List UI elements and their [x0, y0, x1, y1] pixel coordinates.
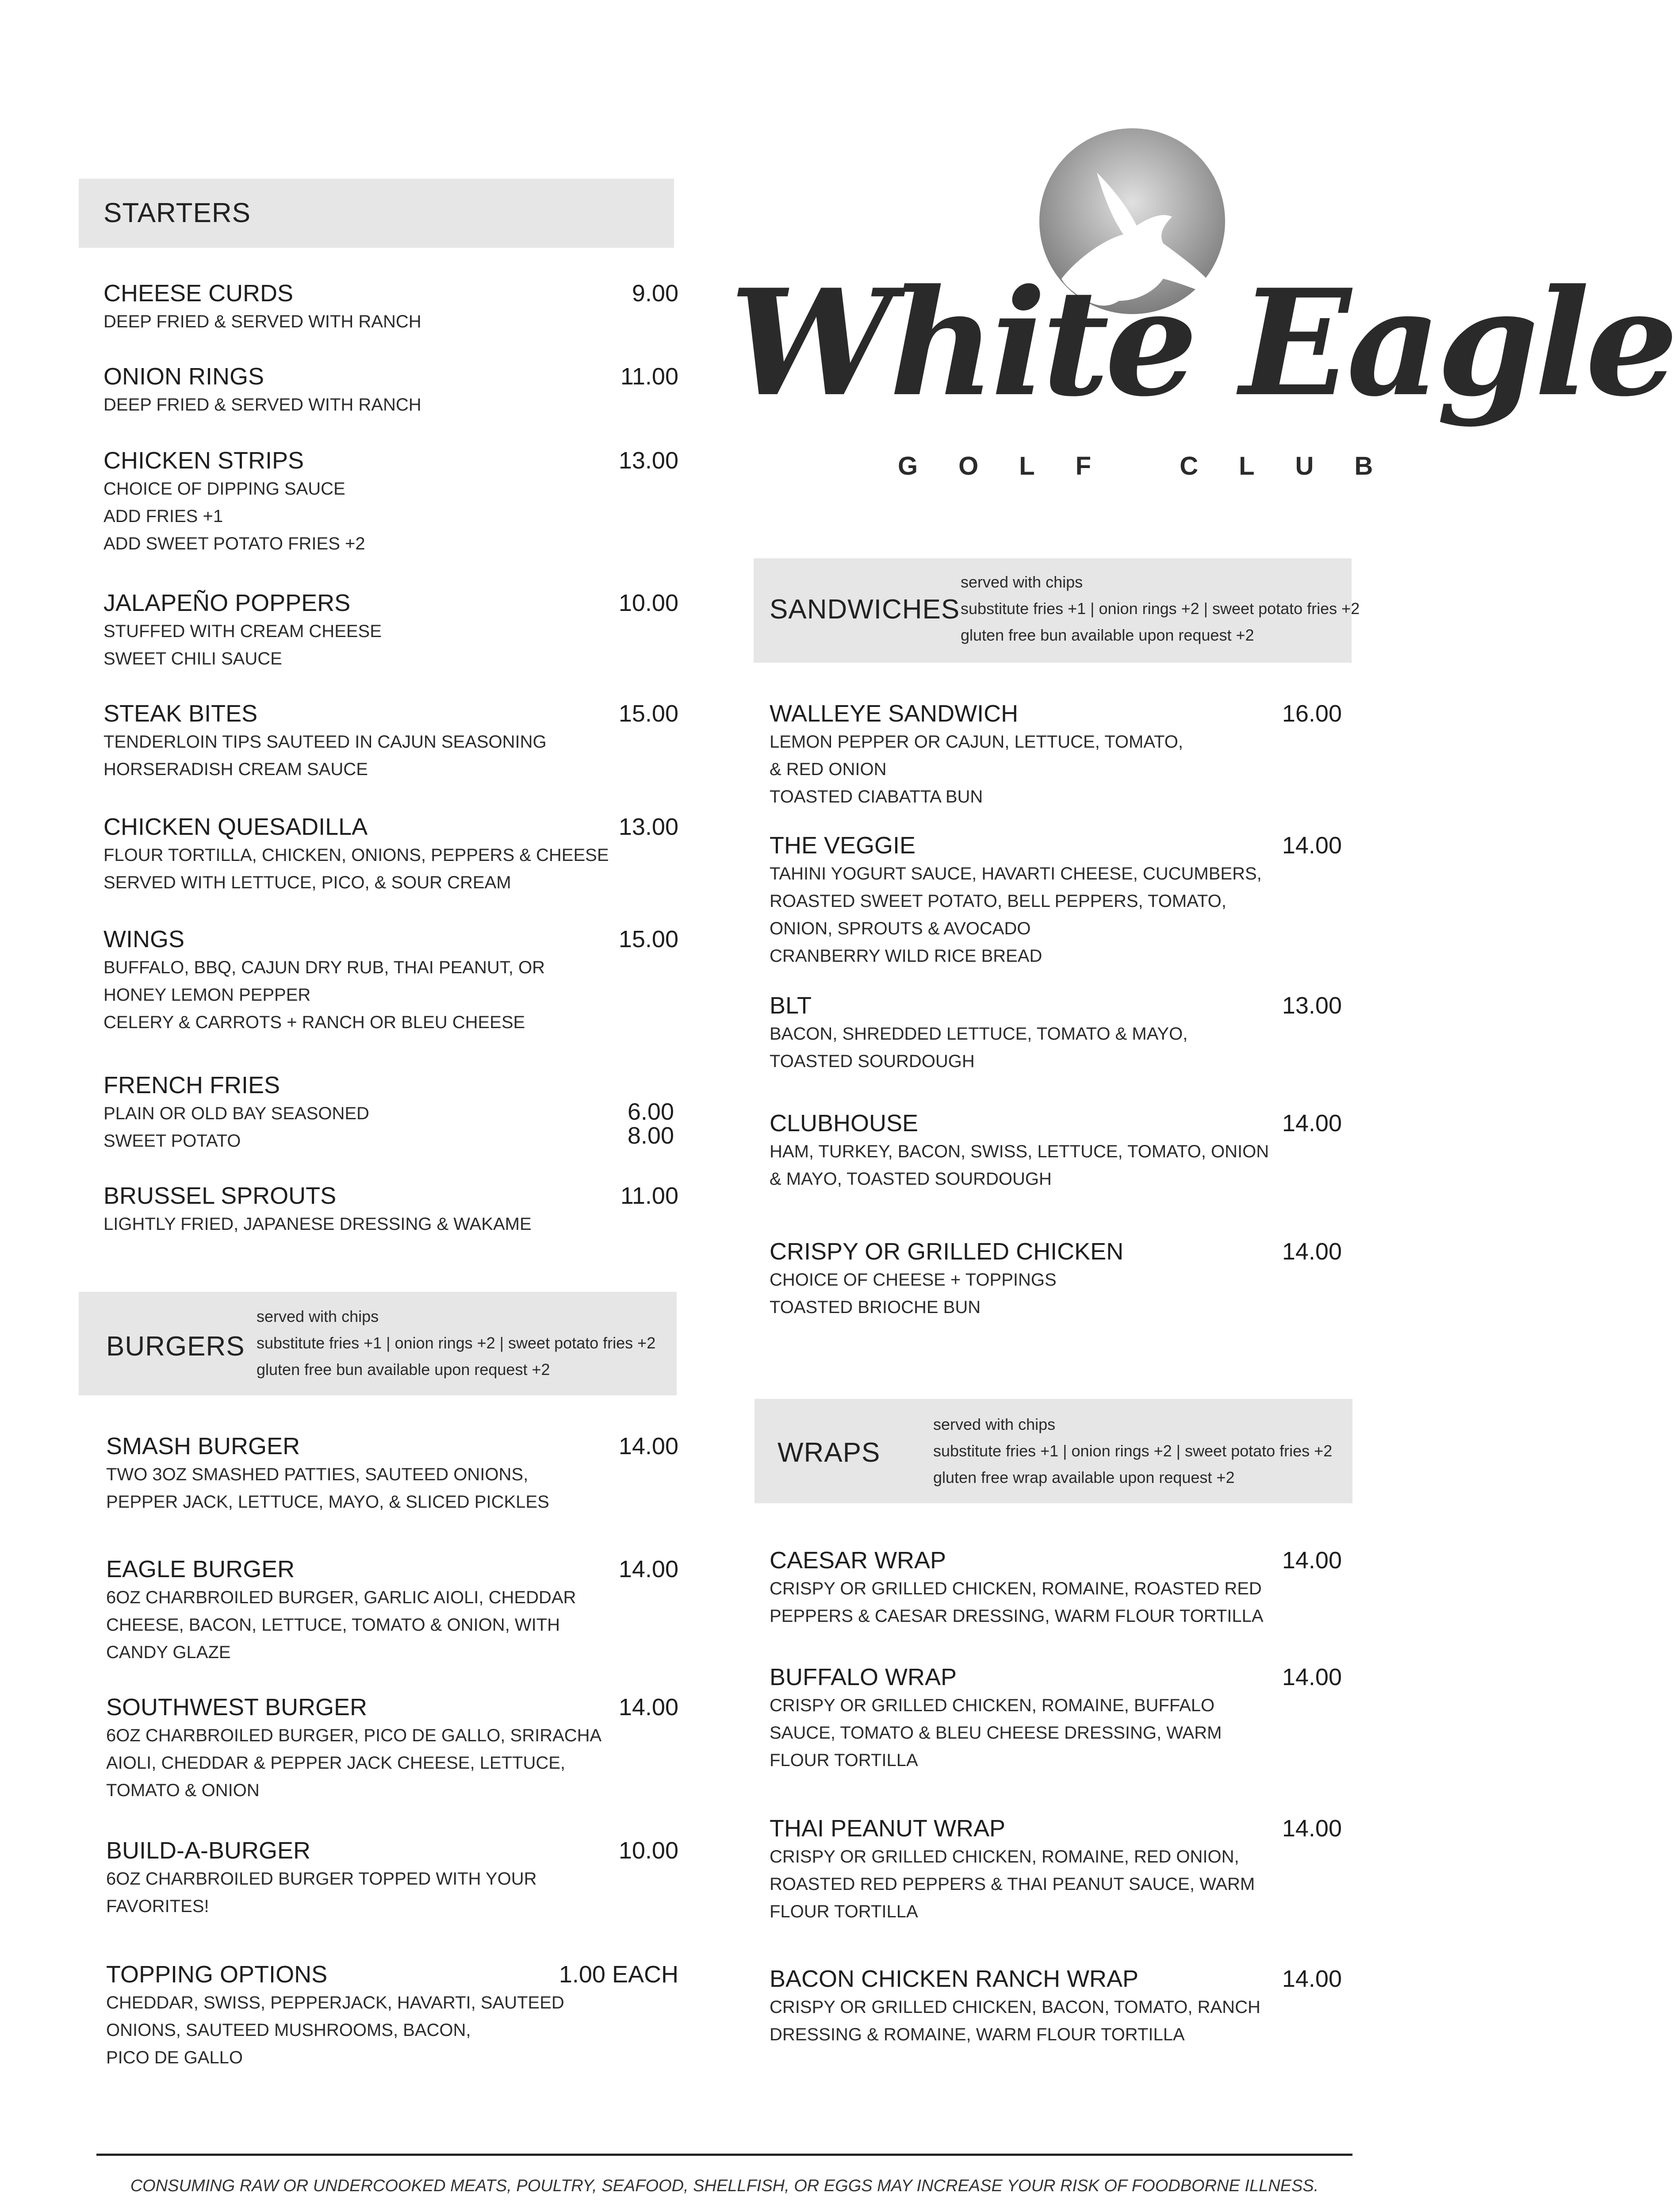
logo-wordmark: White Eagle	[730, 257, 1674, 429]
item-price: 13.00	[1282, 992, 1342, 1019]
item-description: HONEY LEMON PEPPER	[103, 985, 311, 1005]
section-title: STARTERS	[103, 198, 251, 228]
menu-item	[103, 446, 365, 557]
item-description: TOASTED CIABATTA BUN	[770, 787, 983, 806]
menu-item	[103, 812, 609, 896]
menu-item	[103, 1181, 532, 1238]
item-price: 14.00	[1282, 1966, 1342, 1992]
item-name: CHICKEN QUESADILLA	[103, 814, 368, 840]
menu-item	[770, 1237, 1123, 1321]
note-line: substitute fries +1 | onion rings +2 | sweet potato fries +2	[933, 1442, 1333, 1460]
item-description: HORSERADISH CREAM SAUCE	[103, 760, 368, 779]
item-name: CLUBHOUSE	[770, 1110, 919, 1137]
item-name: FRENCH FRIES	[103, 1072, 280, 1098]
item-description: PEPPERS & CAESAR DRESSING, WARM FLOUR TORTILLA	[770, 1606, 1264, 1626]
brand-logo	[725, 124, 1674, 504]
item-description: CHEDDAR, SWISS, PEPPERJACK, HAVARTI, SAUTEED	[106, 1993, 564, 2012]
item-price: 14.00	[1282, 1238, 1342, 1265]
item-price: 16.00	[1282, 700, 1342, 727]
menu-item	[106, 1836, 537, 1920]
note-line: gluten free wrap available upon request +2	[933, 1468, 1235, 1486]
item-description: TOASTED BRIOCHE BUN	[770, 1298, 981, 1317]
item-name: TOPPING OPTIONS	[106, 1961, 328, 1988]
section-title: SANDWICHES	[770, 594, 960, 625]
item-description: TWO 3OZ SMASHED PATTIES, SAUTEED ONIONS,	[106, 1465, 529, 1484]
menu-item	[106, 1432, 549, 1516]
item-name: BUFFALO WRAP	[770, 1664, 957, 1690]
item-name: SMASH BURGER	[106, 1433, 300, 1459]
item-price: 14.00	[618, 1694, 678, 1720]
section-notes	[257, 1303, 655, 1383]
item-description: CRISPY OR GRILLED CHICKEN, ROMAINE, RED ONION,	[770, 1847, 1239, 1866]
item-name: BLT	[770, 992, 812, 1019]
item-name: EAGLE BURGER	[106, 1556, 295, 1582]
item-price: 13.00	[618, 447, 678, 474]
item-description: SWEET POTATO	[103, 1131, 241, 1151]
item-description: CRANBERRY WILD RICE BREAD	[770, 946, 1042, 966]
menu-item	[770, 1964, 1260, 2048]
item-name: CRISPY OR GRILLED CHICKEN	[770, 1238, 1124, 1265]
item-price-list	[628, 1100, 674, 1148]
item-name: WINGS	[103, 926, 184, 952]
item-description: BUFFALO, BBQ, CAJUN DRY RUB, THAI PEANUT, OR	[103, 958, 545, 977]
item-description: FAVORITES!	[106, 1897, 209, 1916]
item-name: BUILD-A-BURGER	[106, 1837, 311, 1864]
item-description: FLOUR TORTILLA	[770, 1751, 918, 1770]
menu-item	[103, 1071, 369, 1155]
item-description: PLAIN OR OLD BAY SEASONED	[103, 1104, 369, 1123]
menu-item	[770, 1546, 1264, 1630]
item-price: 14.00	[1282, 1110, 1342, 1137]
item-description: LEMON PEPPER OR CAJUN, LETTUCE, TOMATO,	[770, 732, 1183, 752]
item-price: 14.00	[1282, 832, 1342, 859]
footer-divider	[96, 2154, 1352, 2156]
item-price: 10.00	[618, 590, 678, 616]
item-description: 6OZ CHARBROILED BURGER TOPPED WITH YOUR	[106, 1869, 537, 1889]
item-description: FLOUR TORTILLA	[770, 1902, 918, 1921]
menu-item	[103, 699, 547, 783]
item-description: & MAYO, TOASTED SOURDOUGH	[770, 1169, 1052, 1189]
item-price: 8.00	[627, 1122, 674, 1149]
item-description: CRISPY OR GRILLED CHICKEN, BACON, TOMATO, RANCH	[770, 1997, 1260, 2017]
note-line: served with chips	[961, 573, 1083, 591]
item-description: FLOUR TORTILLA, CHICKEN, ONIONS, PEPPERS & CHEESE	[103, 845, 609, 865]
item-description: SAUCE, TOMATO & BLEU CHEESE DRESSING, WARM	[770, 1723, 1222, 1743]
item-description: 6OZ CHARBROILED BURGER, GARLIC AIOLI, CHEDDAR	[106, 1588, 576, 1607]
section-notes	[933, 1411, 1332, 1491]
item-description: SWEET CHILI SAUCE	[103, 649, 282, 668]
item-name: CHICKEN STRIPS	[103, 447, 304, 474]
item-description: CRISPY OR GRILLED CHICKEN, ROMAINE, ROASTED RED	[770, 1579, 1262, 1598]
menu-item	[103, 925, 545, 1036]
section-title: WRAPS	[778, 1437, 881, 1468]
note-line: substitute fries +1 | onion rings +2 | sweet potato fries +2	[961, 599, 1360, 618]
item-name: BACON CHICKEN RANCH WRAP	[770, 1966, 1139, 1992]
item-name: CAESAR WRAP	[770, 1547, 946, 1574]
item-description: DRESSING & ROMAINE, WARM FLOUR TORTILLA	[770, 2025, 1185, 2044]
section-notes	[961, 569, 1360, 649]
item-description: CHEESE, BACON, LETTUCE, TOMATO & ONION, WITH	[106, 1615, 560, 1635]
item-description: CHOICE OF DIPPING SAUCE	[103, 479, 345, 499]
item-name: THE VEGGIE	[770, 832, 916, 859]
item-name: WALLEYE SANDWICH	[770, 700, 1019, 727]
footer-disclaimer: CONSUMING RAW OR UNDERCOOKED MEATS, POULTRY, SEAFOOD, SHELLFISH, OR EGGS MAY INCREASE YOUR RISK OF FOODBORNE ILLNESS.	[130, 2177, 1319, 2195]
item-price: 9.00	[632, 280, 678, 307]
item-description: ROASTED SWEET POTATO, BELL PEPPERS, TOMATO,	[770, 891, 1226, 911]
menu-item	[770, 1109, 1269, 1193]
item-description: SERVED WITH LETTUCE, PICO, & SOUR CREAM	[103, 873, 511, 892]
menu-item	[770, 1663, 1222, 1774]
item-price: 1.00 EACH	[559, 1961, 678, 1988]
item-description: TOMATO & ONION	[106, 1781, 260, 1800]
item-name: BRUSSEL SPROUTS	[103, 1183, 337, 1209]
item-price: 10.00	[618, 1837, 678, 1864]
item-name: SOUTHWEST BURGER	[106, 1694, 368, 1720]
menu-item	[103, 588, 382, 672]
item-description: DEEP FRIED & SERVED WITH RANCH	[103, 312, 421, 331]
item-name: JALAPEÑO POPPERS	[103, 590, 351, 616]
note-line: substitute fries +1 | onion rings +2 | sweet potato fries +2	[257, 1334, 656, 1352]
item-description: BACON, SHREDDED LETTUCE, TOMATO & MAYO,	[770, 1024, 1188, 1044]
item-price: 11.00	[620, 363, 678, 390]
item-price: 14.00	[1282, 1815, 1342, 1842]
item-description: TENDERLOIN TIPS SAUTEED IN CAJUN SEASONING	[103, 732, 547, 752]
item-description: PEPPER JACK, LETTUCE, MAYO, & SLICED PICKLES	[106, 1492, 549, 1512]
item-description: ADD SWEET POTATO FRIES +2	[103, 534, 365, 553]
menu-item	[103, 362, 421, 419]
item-price: 13.00	[618, 814, 678, 840]
item-description: ADD FRIES +1	[103, 507, 223, 526]
note-line: gluten free bun available upon request +2	[257, 1360, 550, 1379]
item-description: TAHINI YOGURT SAUCE, HAVARTI CHEESE, CUCUMBERS,	[770, 864, 1262, 883]
menu-item	[106, 1960, 564, 2071]
item-price: 14.00	[1282, 1664, 1342, 1690]
item-price: 15.00	[618, 700, 678, 727]
item-name: ONION RINGS	[103, 363, 264, 390]
item-description: AIOLI, CHEDDAR & PEPPER JACK CHEESE, LETTUCE,	[106, 1753, 566, 1773]
logo-subtitle: GOLF CLUB	[898, 452, 1414, 480]
item-price: 11.00	[620, 1183, 678, 1209]
item-description: ROASTED RED PEPPERS & THAI PEANUT SAUCE, WARM	[770, 1874, 1255, 1894]
item-description: 6OZ CHARBROILED BURGER, PICO DE GALLO, SRIRACHA	[106, 1726, 602, 1745]
item-description: STUFFED WITH CREAM CHEESE	[103, 622, 382, 641]
item-description: CRISPY OR GRILLED CHICKEN, ROMAINE, BUFFALO	[770, 1696, 1215, 1715]
item-price: 14.00	[618, 1556, 678, 1582]
item-price: 15.00	[618, 926, 678, 952]
item-description: ONIONS, SAUTEED MUSHROOMS, BACON,	[106, 2020, 471, 2040]
menu-item	[770, 1814, 1255, 1925]
item-description: CELERY & CARROTS + RANCH OR BLEU CHEESE	[103, 1013, 525, 1032]
item-description: ONION, SPROUTS & AVOCADO	[770, 919, 1031, 938]
item-price: 6.00	[627, 1098, 674, 1125]
menu-item	[106, 1693, 601, 1804]
item-name: THAI PEANUT WRAP	[770, 1815, 1006, 1842]
item-description: TOASTED SOURDOUGH	[770, 1052, 975, 1071]
menu-item	[770, 991, 1188, 1075]
note-line: served with chips	[933, 1415, 1056, 1433]
item-description: PICO DE GALLO	[106, 2048, 243, 2067]
item-name: CHEESE CURDS	[103, 280, 294, 307]
item-description: & RED ONION	[770, 760, 887, 779]
item-description: HAM, TURKEY, BACON, SWISS, LETTUCE, TOMATO, ONION	[770, 1142, 1269, 1161]
item-price: 14.00	[618, 1433, 678, 1459]
item-description: CANDY GLAZE	[106, 1643, 231, 1662]
section-title: BURGERS	[106, 1331, 245, 1362]
menu-item	[103, 279, 421, 335]
item-description: DEEP FRIED & SERVED WITH RANCH	[103, 395, 421, 415]
item-description: CHOICE OF CHEESE + TOPPINGS	[770, 1270, 1057, 1290]
menu-item	[106, 1555, 576, 1666]
menu-item	[770, 699, 1183, 810]
item-description: LIGHTLY FRIED, JAPANESE DRESSING & WAKAME	[103, 1214, 532, 1234]
note-line: gluten free bun available upon request +2	[961, 626, 1254, 644]
note-line: served with chips	[257, 1307, 379, 1325]
item-price: 14.00	[1282, 1547, 1342, 1574]
item-name: STEAK BITES	[103, 700, 258, 727]
menu-item	[770, 831, 1262, 970]
